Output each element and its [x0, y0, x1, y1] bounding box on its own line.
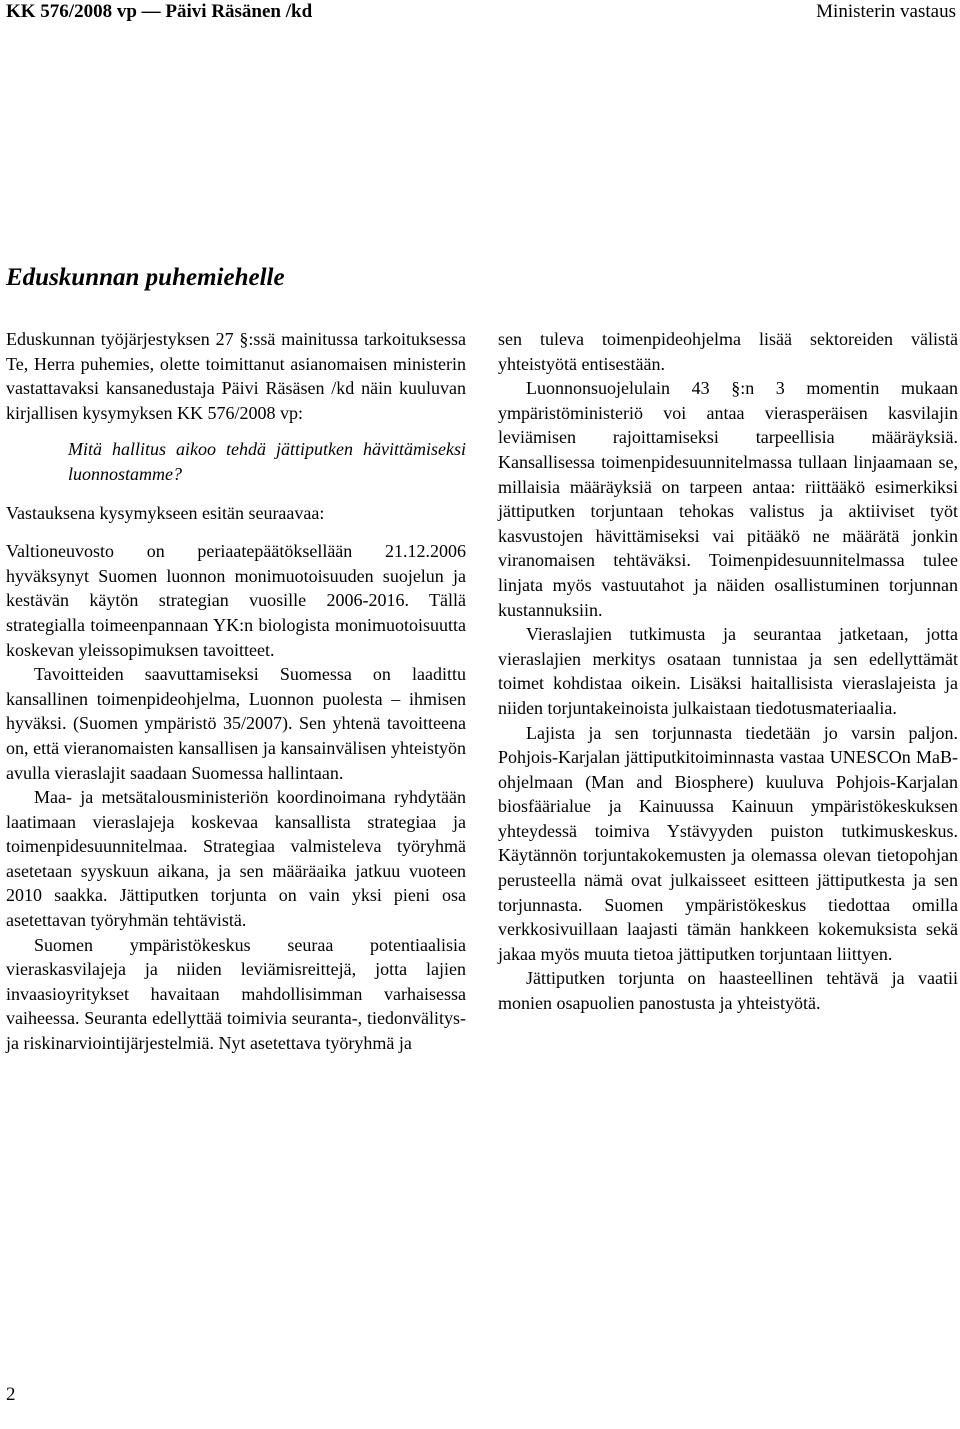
body-paragraph: Valtioneuvosto on periaatepäätöksellään 21.12.2006 hyväksynyt Suomen luonnon monimuotoisuuden suojelun ja kestävän käytön strategian vuosille 2006-2016. Tällä strategialla toimeenpannaan YK:n biologista monimuotoisuutta koskevan yleissopimuksen tavoitteet. — [6, 541, 466, 660]
left-column — [6, 327, 466, 1056]
body-paragraph: Luonnonsuojelulain 43 §:n 3 momentin mukaan ympäristöministeriö voi antaa vierasperäisen kasvilajin leviämisen rajoittamiseksi tarpeellisia määräyksiä. Kansallisessa toimenpidesuunnitelmassa tullaan linjaamaan se, millaisia määräyksiä on tarpeen antaa: riittääkö esimerkiksi jättiputken torjuntaan tehokas valistus ja aktiiviset työt kasvustojen hävittämiseksi vai pitääkö ne määrätä jonkin viranomaisen tehtäväksi. Toimenpidesuunnitelmassa tulee linjata myös vastuutahot ja näiden osallistuminen torjunnan kustannuksiin. — [498, 378, 958, 620]
answer-lead: Vastauksena kysymykseen esitän seuraavaa: — [6, 502, 325, 523]
header-section: Ministerin vastaus — [816, 1, 956, 22]
body-paragraph: Jättiputken torjunta on haasteellinen tehtävä ja vaatii monien osapuolien panostusta ja yhteistyötä. — [498, 968, 958, 1014]
body-paragraph: Vieraslajien tutkimusta ja seurantaa jatketaan, jotta vieraslajien merkitys osataan tunnistaa ja sen edellyttämät toimet kohdistaa oikein. Lisäksi haitallisista vieraslajeista ja niiden torjuntakeinoista julkaistaan tiedotusmateriaalia. — [498, 624, 958, 718]
question-quote: Mitä hallitus aikoo tehdä jättiputken hävittämiseksi luonnostamme? — [68, 439, 466, 484]
running-header — [6, 0, 956, 32]
header-document-id: KK 576/2008 vp — Päivi Räsänen /kd — [6, 1, 313, 22]
body-paragraph: Tavoitteiden saavuttamiseksi Suomessa on laadittu kansallinen toimenpideohjelma, Luonnon puolesta – ihmisen hyväksi. (Suomen ympäristö 35/2007). Sen yhtenä tavoitteena on, että vieranomaisten kansallisen ja kansainvälisen yhteistyön avulla vieraslajit saadaan Suomessa hallintaan. — [6, 664, 466, 783]
document-title: Eduskunnan puhemiehelle — [6, 264, 285, 291]
right-column — [498, 327, 958, 1016]
intro-paragraph: Eduskunnan työjärjestyksen 27 §:ssä mainitussa tarkoituksessa Te, Herra puhemies, olette toimittanut asianomaisen ministerin vastattavaksi kansanedustaja Päivi Räsäsen /kd näin kuuluvan kirjallisen kysymyksen KK 576/2008 vp: — [6, 329, 466, 423]
page-number: 2 — [6, 1384, 16, 1405]
body-paragraph: sen tuleva toimenpideohjelma lisää sektoreiden välistä yhteistyötä entisestään. — [498, 329, 958, 374]
body-paragraph: Maa- ja metsätalousministeriön koordinoimana ryhdytään laatimaan vieraslajeja koskevaa kansallista strategiaa ja toimenpidesuunnitelmaa. Strategiaa valmisteleva työryhmä asetetaan syyskuun aikana, ja sen määräaika jatkuu vuoteen 2010 saakka. Jättiputken torjunta on vain yksi pieni osa asetettavan työryhmän tehtävistä. — [6, 787, 466, 931]
body-paragraph: Lajista ja sen torjunnasta tiedetään jo varsin paljon. Pohjois-Karjalan jättiputkitoiminnasta vastaa UNESCOn MaB-ohjelmaan (Man and Biosphere) kuuluva Pohjois-Karjalan biosfäärialue ja Kainuussa Kainuun ympäristökeskuksen yhteydessä toimiva Ystävyyden puiston tutkimuskeskus. Käytännön torjuntakokemusten ja olemassa olevan tietopohjan perusteella nämä ovat julkaisseet esitteen jättiputkesta ja sen torjunnasta. Suomen ympäristökeskus tiedottaa omilla verkkosivuillaan laajasti tämän hankkeen kokemuksista sekä jakaa myös muuta tietoa jättiputken torjuntaan liittyen. — [498, 722, 958, 964]
body-paragraph: Suomen ympäristökeskus seuraa potentiaalisia vieraskasvilajeja ja niiden leviämisreittejä, jotta lajien invaasioyritykset havaitaan mahdollisimman varhaisessa vaiheessa. Seuranta edellyttää toimivia seuranta-, tiedonvälitys- ja riskinarviointijärjestelmiä. Nyt asetettava työryhmä ja — [6, 934, 466, 1054]
